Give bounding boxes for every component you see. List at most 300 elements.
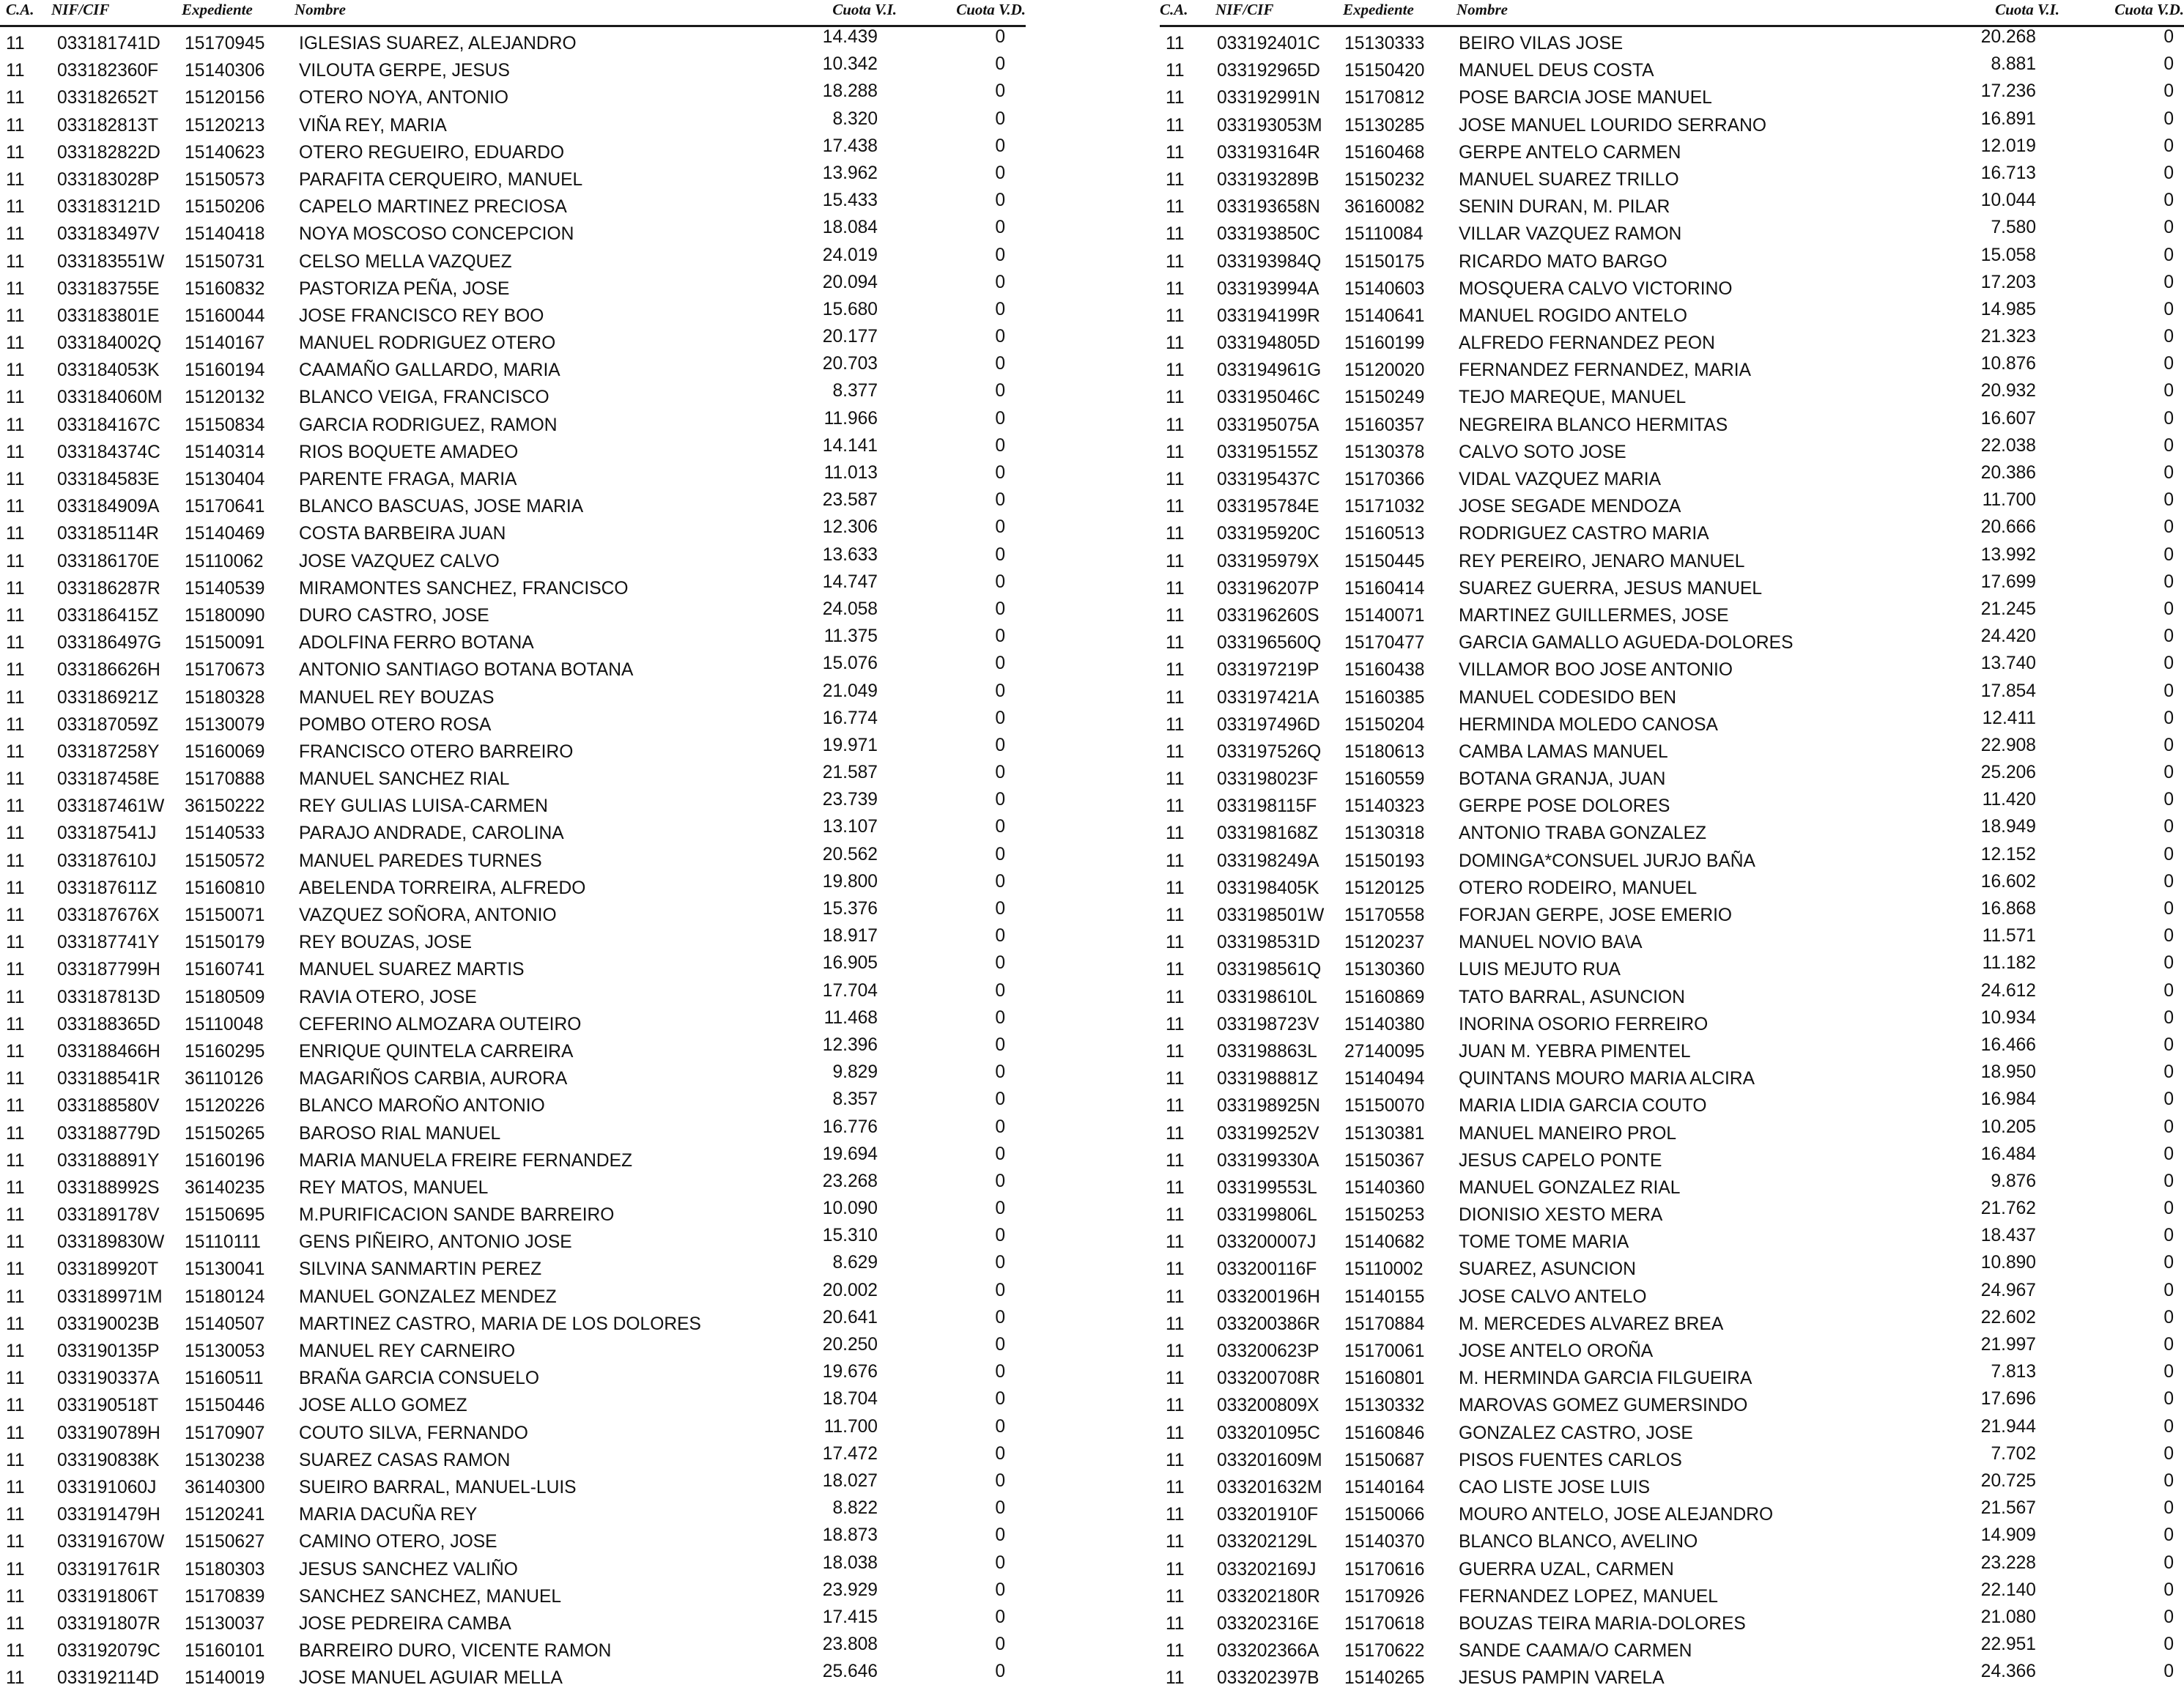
- cell-ca: 11: [1166, 1205, 1185, 1226]
- cell-nif: 033184002Q: [57, 333, 162, 354]
- cell-expediente: 15130041: [185, 1259, 265, 1280]
- cell-cuota-vd: 0: [2163, 1634, 2174, 1655]
- cell-ca: 11: [1166, 1477, 1185, 1497]
- table-body: [0, 27, 1026, 1689]
- cell-expediente: 15180328: [185, 687, 265, 708]
- right-table: [1160, 0, 2184, 1689]
- cell-nombre: GERPE ANTELO CARMEN: [1459, 142, 1681, 163]
- cell-ca: 11: [6, 851, 25, 871]
- cell-nif: 033199330A: [1217, 1150, 1319, 1171]
- cell-expediente: 15160101: [185, 1641, 265, 1662]
- cell-cuota-vd: 0: [2163, 163, 2174, 183]
- cell-nombre: PASTORIZA PEÑA, JOSE: [299, 278, 510, 299]
- cell-nif: 033198723V: [1217, 1014, 1319, 1034]
- cell-cuota-vi: 9.876: [1991, 1171, 2036, 1191]
- cell-nif: 033187611Z: [57, 878, 158, 898]
- cell-nif: 033187461W: [57, 796, 165, 817]
- cell-cuota-vd: 0: [2163, 1362, 2174, 1382]
- cell-nif: 033184167C: [57, 415, 160, 435]
- cell-ca: 11: [1166, 442, 1185, 462]
- table-row: [1160, 1199, 2184, 1226]
- cell-expediente: 15140306: [185, 61, 265, 81]
- cell-cuota-vi: 7.580: [1991, 218, 2036, 238]
- cell-expediente: 15160832: [185, 278, 265, 299]
- cell-expediente: 15160196: [185, 1150, 265, 1171]
- table-row: [1160, 490, 2184, 517]
- cell-expediente: 15170888: [185, 769, 265, 790]
- cell-nombre: VILOUTA GERPE, JESUS: [299, 61, 510, 81]
- cell-ca: 11: [1166, 197, 1185, 218]
- cell-cuota-vi: 10.342: [822, 54, 878, 75]
- cell-ca: 11: [1166, 960, 1185, 980]
- table-row: [0, 1281, 1026, 1308]
- cell-cuota-vd: 0: [995, 953, 1005, 974]
- cell-ca: 11: [6, 360, 25, 381]
- cell-expediente: 15150445: [1344, 551, 1425, 571]
- cell-ca: 11: [1166, 1314, 1185, 1334]
- cell-expediente: 15130037: [185, 1613, 265, 1634]
- cell-cuota-vd: 0: [2163, 790, 2174, 810]
- cell-cuota-vi: 22.602: [1980, 1307, 2036, 1327]
- cell-nif: 033199553L: [1217, 1177, 1317, 1198]
- table-row: [1160, 409, 2184, 436]
- cell-ca: 11: [6, 1586, 25, 1607]
- cell-expediente: 15130404: [185, 470, 265, 489]
- cell-nif: 033200623P: [1217, 1341, 1319, 1361]
- cell-expediente: 15160044: [185, 305, 265, 326]
- header-expediente: Expediente: [1343, 1, 1414, 18]
- cell-nombre: VIDAL VAZQUEZ MARIA: [1459, 470, 1662, 489]
- cell-cuota-vd: 0: [995, 163, 1005, 183]
- left-table: [0, 0, 1026, 1689]
- cell-expediente: 15150695: [185, 1205, 265, 1226]
- cell-cuota-vd: 0: [995, 490, 1005, 511]
- cell-expediente: 15160810: [185, 878, 265, 898]
- cell-nif: 033187813D: [57, 987, 160, 1007]
- cell-nif: 033182822D: [57, 142, 160, 163]
- cell-ca: 11: [6, 1559, 25, 1580]
- cell-cuota-vd: 0: [995, 899, 1005, 919]
- cell-cuota-vi: 16.602: [1980, 871, 2036, 892]
- table-row: [0, 81, 1026, 108]
- cell-expediente: 15170558: [1344, 906, 1425, 925]
- cell-nif: 033188541R: [57, 1069, 160, 1089]
- table-row: [0, 1634, 1026, 1662]
- cell-expediente: 15140507: [185, 1314, 265, 1334]
- cell-expediente: 15120156: [185, 88, 265, 108]
- cell-cuota-vi: 17.415: [822, 1607, 878, 1627]
- cell-expediente: 15110048: [185, 1014, 264, 1034]
- table-row: [0, 1335, 1026, 1362]
- cell-nombre: BEIRO VILAS JOSE: [1459, 34, 1624, 53]
- cell-ca: 11: [6, 1532, 25, 1552]
- cell-cuota-vi: 21.587: [822, 763, 878, 783]
- cell-cuota-vi: 23.739: [822, 790, 878, 810]
- cell-cuota-vi: 21.997: [1980, 1335, 2036, 1355]
- cell-nombre: VIÑA REY, MARIA: [299, 115, 447, 136]
- table-row: [0, 1062, 1026, 1089]
- cell-ca: 11: [6, 333, 25, 354]
- table-row: [1160, 845, 2184, 872]
- cell-expediente: 15140418: [185, 224, 265, 245]
- table-row: [0, 763, 1026, 790]
- cell-nif: 033193994A: [1217, 278, 1319, 299]
- cell-nombre: SANCHEZ SANCHEZ, MANUEL: [299, 1586, 562, 1607]
- cell-nombre: MANUEL NOVIO BA\A: [1459, 933, 1643, 953]
- cell-nif: 033194199R: [1217, 305, 1320, 326]
- cell-cuota-vd: 0: [2163, 1117, 2174, 1137]
- cell-expediente: 15140539: [185, 578, 265, 599]
- cell-cuota-vi: 18.873: [822, 1525, 878, 1546]
- cell-ca: 11: [1166, 1259, 1185, 1280]
- table-row: [0, 463, 1026, 490]
- table-row: [1160, 681, 2184, 708]
- cell-cuota-vd: 0: [995, 1144, 1005, 1164]
- cell-cuota-vi: 8.881: [1991, 54, 2036, 75]
- cell-cuota-vi: 24.420: [1980, 626, 2036, 647]
- cell-ca: 11: [6, 442, 25, 462]
- table-row: [0, 1226, 1026, 1253]
- cell-cuota-vi: 24.058: [822, 599, 878, 619]
- table-row: [0, 1444, 1026, 1471]
- table-row: [1160, 1308, 2184, 1335]
- cell-cuota-vi: 15.058: [1980, 245, 2036, 265]
- cell-cuota-vi: 21.762: [1980, 1199, 2036, 1219]
- cell-expediente: 15140164: [1344, 1477, 1425, 1497]
- cell-nombre: OTERO NOYA, ANTONIO: [299, 88, 509, 108]
- cell-cuota-vd: 0: [2163, 354, 2174, 374]
- cell-nif: 033201632M: [1217, 1477, 1322, 1497]
- cell-nombre: MAROVAS GOMEZ GUMERSINDO: [1459, 1396, 1748, 1416]
- cell-cuota-vi: 16.984: [1980, 1089, 2036, 1110]
- table-row: [0, 626, 1026, 653]
- table-row: [0, 1199, 1026, 1226]
- table-row: [0, 1362, 1026, 1389]
- table-row: [1160, 245, 2184, 273]
- cell-nif: 033192114D: [57, 1668, 160, 1689]
- cell-cuota-vi: 20.268: [1980, 27, 2036, 47]
- cell-nif: 033188779D: [57, 1123, 160, 1144]
- cell-ca: 11: [6, 197, 25, 218]
- table-row: [0, 190, 1026, 218]
- cell-expediente: 15150627: [185, 1532, 265, 1552]
- cell-cuota-vi: 18.038: [822, 1552, 878, 1573]
- cell-ca: 11: [1166, 1014, 1185, 1034]
- cell-cuota-vd: 0: [995, 1199, 1005, 1219]
- cell-ca: 11: [1166, 497, 1185, 517]
- table-row: [0, 1308, 1026, 1335]
- header-cuota-vd: Cuota V.D.: [2114, 1, 2184, 18]
- cell-cuota-vi: 8.320: [832, 108, 878, 129]
- cell-cuota-vi: 21.567: [1980, 1498, 2036, 1519]
- cell-expediente: 15150731: [185, 251, 265, 272]
- cell-expediente: 15160199: [1344, 333, 1425, 354]
- cell-ca: 11: [6, 1314, 25, 1334]
- cell-ca: 11: [1166, 333, 1185, 354]
- cell-ca: 11: [1166, 61, 1185, 81]
- cell-cuota-vd: 0: [2163, 1580, 2174, 1600]
- cell-cuota-vd: 0: [2163, 817, 2174, 837]
- cell-ca: 11: [1166, 1096, 1185, 1117]
- cell-nif: 033200386R: [1217, 1314, 1320, 1334]
- cell-nombre: QUINTANS MOURO MARIA ALCIRA: [1459, 1069, 1755, 1089]
- cell-cuota-vd: 0: [2163, 218, 2174, 238]
- cell-cuota-vi: 11.966: [823, 408, 878, 429]
- cell-expediente: 15170884: [1344, 1314, 1425, 1334]
- cell-nombre: CELSO MELLA VAZQUEZ: [299, 251, 512, 272]
- cell-cuota-vd: 0: [995, 408, 1005, 429]
- cell-ca: 11: [1166, 169, 1185, 190]
- cell-nombre: DOMINGA*CONSUEL JURJO BAÑA: [1459, 851, 1755, 871]
- cell-nif: 033188891Y: [57, 1150, 160, 1171]
- table-row: [0, 54, 1026, 81]
- cell-nif: 033182652T: [57, 88, 159, 108]
- cell-cuota-vi: 18.288: [822, 81, 878, 102]
- header-nif: NIF/CIF: [1215, 1, 1274, 18]
- cell-nombre: JESUS CAPELO PONTE: [1459, 1150, 1662, 1171]
- cell-nif: 033197421A: [1217, 687, 1319, 708]
- cell-cuota-vd: 0: [2163, 1525, 2174, 1546]
- cell-cuota-vi: 23.808: [822, 1634, 878, 1655]
- cell-nif: 033191060J: [57, 1477, 157, 1497]
- cell-cuota-vd: 0: [995, 245, 1005, 265]
- cell-cuota-vd: 0: [995, 681, 1005, 701]
- cell-ca: 11: [6, 687, 25, 708]
- cell-expediente: 15160741: [185, 960, 265, 980]
- cell-expediente: 15130079: [185, 714, 265, 735]
- table-row: [1160, 1498, 2184, 1525]
- cell-nif: 033190789H: [57, 1423, 160, 1443]
- cell-nombre: MANUEL GONZALEZ RIAL: [1459, 1177, 1681, 1198]
- cell-cuota-vd: 0: [995, 108, 1005, 129]
- cell-nif: 033188365D: [57, 1014, 160, 1034]
- cell-nombre: MANUEL CODESIDO BEN: [1459, 687, 1676, 708]
- cell-expediente: 15170616: [1344, 1559, 1425, 1580]
- cell-cuota-vd: 0: [2163, 735, 2174, 755]
- cell-cuota-vi: 16.776: [822, 1117, 878, 1137]
- cell-nif: 033187258Y: [57, 741, 160, 762]
- table-row: [0, 381, 1026, 408]
- table-row: [1160, 1035, 2184, 1062]
- table-row: [1160, 1634, 2184, 1662]
- table-row: [1160, 54, 2184, 81]
- cell-nombre: GERPE POSE DOLORES: [1459, 796, 1670, 817]
- cell-nif: 033196560Q: [1217, 633, 1322, 653]
- cell-expediente: 15140019: [185, 1668, 265, 1689]
- cell-ca: 11: [6, 1041, 25, 1062]
- cell-nif: 033198561Q: [1217, 960, 1322, 980]
- header-expediente: Expediente: [182, 1, 253, 18]
- cell-cuota-vi: 18.084: [822, 218, 878, 238]
- cell-ca: 11: [1166, 1641, 1185, 1662]
- cell-nombre: CALVO SOTO JOSE: [1459, 442, 1626, 462]
- cell-cuota-vi: 15.376: [822, 899, 878, 919]
- cell-ca: 11: [1166, 1450, 1185, 1470]
- cell-expediente: 15170673: [185, 660, 265, 681]
- cell-cuota-vd: 0: [995, 27, 1005, 47]
- cell-nombre: JOSE VAZQUEZ CALVO: [299, 551, 500, 571]
- cell-cuota-vi: 18.917: [822, 926, 878, 947]
- table-row: [0, 1253, 1026, 1280]
- cell-cuota-vd: 0: [2163, 299, 2174, 319]
- cell-cuota-vd: 0: [995, 299, 1005, 319]
- cell-ca: 11: [6, 987, 25, 1007]
- cell-nombre: CAO LISTE JOSE LUIS: [1459, 1477, 1651, 1497]
- table-row: [1160, 1089, 2184, 1117]
- cell-cuota-vi: 19.800: [822, 871, 878, 892]
- cell-expediente: 15160513: [1344, 524, 1425, 544]
- table-row: [1160, 1362, 2184, 1389]
- cell-cuota-vi: 8.822: [832, 1498, 878, 1519]
- cell-expediente: 15140623: [185, 142, 265, 163]
- cell-expediente: 15140682: [1344, 1232, 1425, 1253]
- cell-nombre: VAZQUEZ SOÑORA, ANTONIO: [299, 906, 557, 925]
- cell-expediente: 15110111: [185, 1232, 261, 1253]
- cell-nombre: COSTA BARBEIRA JUAN: [299, 524, 506, 544]
- cell-cuota-vd: 0: [995, 871, 1005, 892]
- cell-cuota-vi: 23.587: [822, 490, 878, 511]
- cell-nif: 033190838K: [57, 1450, 160, 1470]
- cell-nombre: ANTONIO SANTIAGO BOTANA BOTANA: [299, 660, 634, 681]
- cell-nif: 033193164R: [1217, 142, 1320, 163]
- table-row: [1160, 190, 2184, 218]
- cell-ca: 11: [6, 741, 25, 762]
- cell-ca: 11: [1166, 851, 1185, 871]
- cell-cuota-vi: 24.366: [1980, 1662, 2036, 1682]
- cell-nombre: GENS PIÑEIRO, ANTONIO JOSE: [299, 1232, 572, 1253]
- table-row: [1160, 1062, 2184, 1089]
- cell-cuota-vd: 0: [995, 1580, 1005, 1600]
- cell-cuota-vd: 0: [2163, 1443, 2174, 1464]
- cell-cuota-vd: 0: [2163, 1280, 2174, 1300]
- cell-cuota-vd: 0: [995, 1280, 1005, 1300]
- cell-cuota-vd: 0: [2163, 408, 2174, 429]
- cell-cuota-vi: 16.466: [1980, 1034, 2036, 1055]
- cell-nif: 033199252V: [1217, 1123, 1319, 1144]
- cell-nombre: REY BOUZAS, JOSE: [299, 933, 472, 953]
- table-row: [0, 436, 1026, 463]
- cell-nif: 033193850C: [1217, 224, 1320, 245]
- cell-expediente: 15150179: [185, 933, 265, 953]
- cell-cuota-vd: 0: [2163, 980, 2174, 1001]
- cell-nombre: MANUEL MANEIRO PROL: [1459, 1123, 1676, 1144]
- cell-nif: 033187799H: [57, 960, 160, 980]
- cell-cuota-vi: 11.013: [823, 463, 878, 483]
- cell-ca: 11: [6, 633, 25, 653]
- cell-nombre: JUAN M. YEBRA PIMENTEL: [1459, 1041, 1691, 1062]
- cell-cuota-vd: 0: [995, 1117, 1005, 1137]
- cell-nombre: MANUEL SANCHEZ RIAL: [299, 769, 510, 790]
- cell-expediente: 15140494: [1344, 1069, 1425, 1089]
- cell-nif: 033198925N: [1217, 1096, 1320, 1117]
- cell-cuota-vd: 0: [995, 735, 1005, 755]
- cell-expediente: 15120125: [1344, 878, 1425, 898]
- cell-ca: 11: [6, 524, 25, 544]
- cell-ca: 11: [1166, 1341, 1185, 1361]
- cell-nif: 033187741Y: [57, 933, 160, 953]
- cell-nif: 033188992S: [57, 1177, 160, 1198]
- table-row: [0, 1607, 1026, 1634]
- cell-expediente: 15180613: [1344, 741, 1425, 762]
- header-cuota-vi: Cuota V.I.: [1995, 1, 2059, 18]
- header-cuota-vd: Cuota V.D.: [956, 1, 1026, 18]
- cell-nif: 033187059Z: [57, 714, 159, 735]
- cell-cuota-vd: 0: [995, 626, 1005, 647]
- cell-ca: 11: [1166, 1586, 1185, 1607]
- cell-ca: 11: [6, 769, 25, 790]
- cell-ca: 11: [1166, 360, 1185, 381]
- cell-cuota-vd: 0: [995, 381, 1005, 401]
- cell-ca: 11: [6, 305, 25, 326]
- table-row: [0, 273, 1026, 300]
- table-row: [0, 926, 1026, 953]
- cell-ca: 11: [6, 1286, 25, 1307]
- table-row: [1160, 572, 2184, 599]
- cell-ca: 11: [1166, 34, 1185, 53]
- table-row: [0, 245, 1026, 273]
- table-row: [0, 1498, 1026, 1525]
- cell-expediente: 15120241: [185, 1505, 265, 1525]
- table-row: [1160, 1117, 2184, 1144]
- cell-cuota-vd: 0: [2163, 272, 2174, 292]
- cell-cuota-vd: 0: [2163, 27, 2174, 47]
- cell-cuota-vd: 0: [995, 463, 1005, 483]
- cell-cuota-vi: 17.699: [1980, 571, 2036, 592]
- cell-nif: 033184374C: [57, 442, 160, 462]
- cell-expediente: 15180090: [185, 605, 265, 626]
- cell-expediente: 15150249: [1344, 388, 1425, 408]
- cell-cuota-vd: 0: [2163, 435, 2174, 456]
- cell-nombre: MANUEL GONZALEZ MENDEZ: [299, 1286, 557, 1307]
- cell-cuota-vd: 0: [995, 790, 1005, 810]
- cell-expediente: 15160295: [185, 1041, 265, 1062]
- cell-ca: 11: [1166, 1532, 1185, 1552]
- cell-cuota-vd: 0: [995, 844, 1005, 864]
- cell-cuota-vi: 10.934: [1980, 1007, 2036, 1028]
- table-row: [1160, 817, 2184, 844]
- table-row: [1160, 1607, 2184, 1634]
- cell-nombre: RAVIA OTERO, JOSE: [299, 987, 477, 1007]
- cell-ca: 11: [6, 142, 25, 163]
- cell-ca: 11: [1166, 305, 1185, 326]
- cell-nombre: GUERRA UZAL, CARMEN: [1459, 1559, 1674, 1580]
- cell-cuota-vd: 0: [2163, 953, 2174, 974]
- cell-nombre: JOSE ALLO GOMEZ: [299, 1396, 467, 1416]
- cell-nombre: CAMBA LAMAS MANUEL: [1459, 741, 1668, 762]
- table-row: [0, 300, 1026, 327]
- cell-cuota-vi: 13.107: [822, 817, 878, 837]
- cell-cuota-vi: 11.468: [823, 1007, 878, 1028]
- cell-nombre: JOSE PEDREIRA CAMBA: [299, 1613, 511, 1634]
- cell-nombre: SUAREZ, ASUNCION: [1459, 1259, 1636, 1280]
- cell-expediente: 15150687: [1344, 1450, 1425, 1470]
- cell-nombre: DIONISIO XESTO MERA: [1459, 1205, 1663, 1226]
- cell-expediente: 15160468: [1344, 142, 1425, 163]
- cell-cuota-vi: 16.774: [822, 708, 878, 728]
- table-row: [1160, 899, 2184, 926]
- cell-cuota-vd: 0: [995, 544, 1005, 565]
- cell-cuota-vd: 0: [2163, 1335, 2174, 1355]
- cell-cuota-vi: 16.891: [1980, 108, 2036, 129]
- cell-nif: 033195075A: [1217, 415, 1319, 435]
- cell-cuota-vi: 19.676: [822, 1362, 878, 1382]
- cell-ca: 11: [6, 470, 25, 489]
- cell-expediente: 15160559: [1344, 769, 1425, 790]
- table-row: [0, 845, 1026, 872]
- table-row: [0, 599, 1026, 626]
- cell-cuota-vi: 18.949: [1980, 817, 2036, 837]
- cell-expediente: 15110084: [1344, 224, 1424, 245]
